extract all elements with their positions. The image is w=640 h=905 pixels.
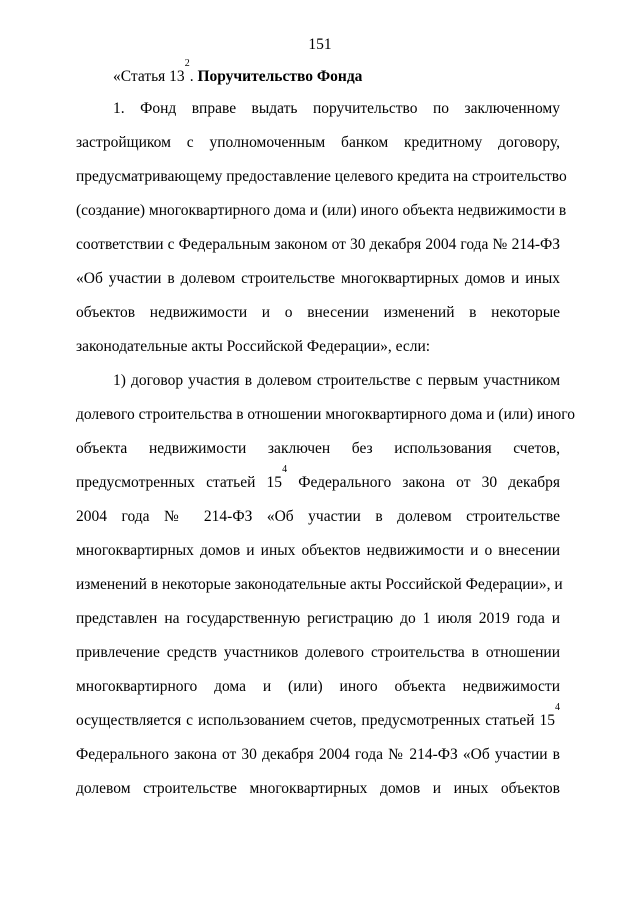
text-line: изменений в некоторые законодательные акты Российской Федерации», и — [76, 576, 563, 593]
text-line — [76, 702, 560, 730]
text-line: долевого строительства в отношении многоквартирного дома и (или) иного — [76, 406, 576, 423]
text-line: 1. Фонд вправе выдать поручительство по заключенному — [113, 100, 560, 117]
article-suffix: . — [189, 68, 198, 85]
text-line: долевом строительстве многоквартирных домов и иных объектов — [76, 780, 560, 797]
article-heading — [113, 58, 597, 86]
text-line: представлен на государственную регистрацию до 1 июля 2019 года и — [76, 610, 560, 627]
text-line: 2004 года № 214-ФЗ «Об участии в долевом строительстве — [76, 508, 560, 525]
article-superscript: 2 — [184, 58, 190, 69]
text-line: (создание) многоквартирного дома и (или) иного объекта недвижимости в — [76, 202, 567, 219]
text-segment: предусмотренных статьей 15 — [76, 474, 283, 491]
article-title: Поручительство Фонда — [197, 68, 363, 85]
text-segment: Федерального закона от 30 декабря — [287, 474, 560, 491]
text-line: Федерального закона от 30 декабря 2004 года № 214-ФЗ «Об участии в — [76, 746, 560, 763]
text-line: «Об участии в долевом строительстве многоквартирных домов и иных — [76, 270, 560, 287]
text-line: 1) договор участия в долевом строительстве с первым участником — [113, 372, 560, 389]
text-line: застройщиком с уполномоченным банком кредитному договору, — [76, 134, 560, 151]
text-segment: осуществляется с использованием счетов, предусмотренных статьей 15 — [76, 712, 555, 729]
superscript: 4 — [282, 464, 288, 475]
text-line: соответствии с Федеральным законом от 30 декабря 2004 года № 214-ФЗ — [76, 236, 560, 253]
text-line: объекта недвижимости заключен без использования счетов, — [76, 440, 560, 457]
text-line: привлечение средств участников долевого строительства в отношении — [76, 644, 560, 661]
text-line — [76, 464, 560, 492]
text-line: многоквартирного дома и (или) иного объекта недвижимости — [76, 678, 560, 695]
page-number: 151 — [308, 36, 332, 53]
text-line: многоквартирных домов и иных объектов недвижимости и о внесении — [76, 542, 560, 559]
superscript: 4 — [555, 702, 560, 713]
article-prefix: «Статья 13 — [113, 68, 185, 85]
text-line: предусматривающему предоставление целевого кредита на строительство — [76, 168, 567, 185]
text-line: законодательные акты Российской Федерации», если: — [76, 338, 431, 355]
text-line: объектов недвижимости и о внесении изменений в некоторые — [76, 304, 560, 321]
